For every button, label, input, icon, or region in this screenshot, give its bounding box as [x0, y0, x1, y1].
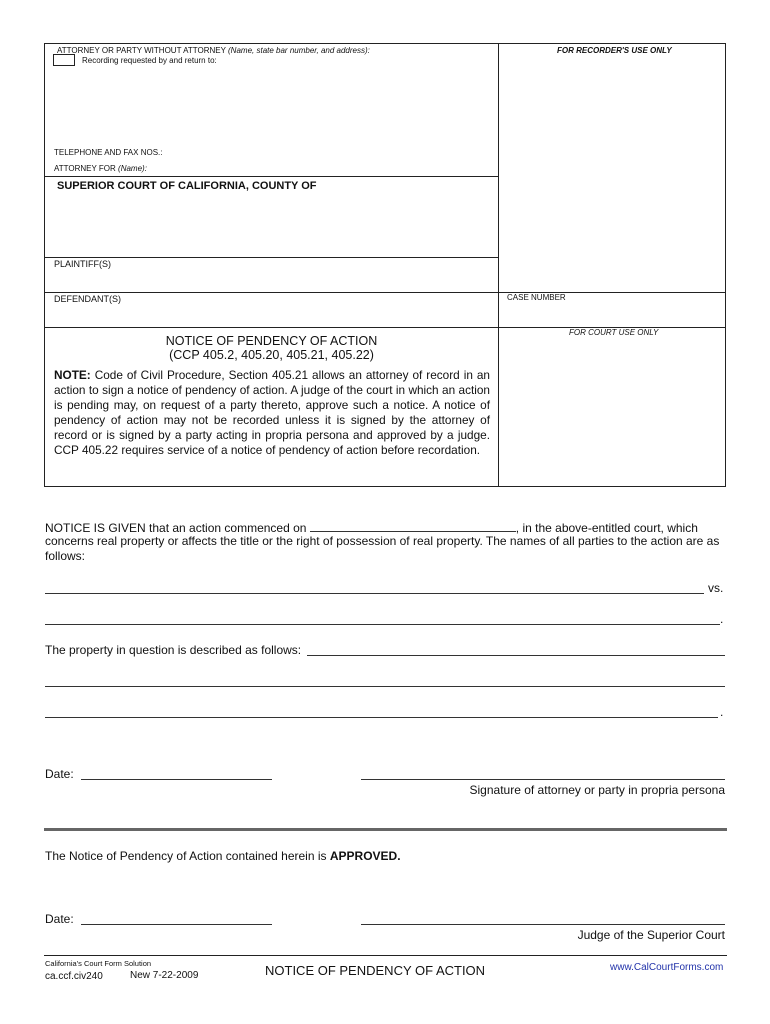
property-field-3[interactable] [45, 717, 718, 718]
given-line-1: NOTICE IS GIVEN that an action commenced on , in the above-entitled court, which [45, 521, 698, 535]
parties-field-2[interactable] [45, 624, 720, 625]
column-divider [498, 43, 499, 487]
approved-line: The Notice of Pendency of Action contained herein is APPROVED. [45, 849, 401, 863]
section-separator [44, 828, 727, 831]
attorney-label: ATTORNEY OR PARTY WITHOUT ATTORNEY (Name, state bar number, and address): [57, 46, 370, 55]
court-use-label: FOR COURT USE ONLY [569, 328, 659, 337]
signature-label: Signature of attorney or party in propria persona [469, 783, 725, 797]
property-label: The property in question is described as follows: [45, 643, 302, 657]
date-field-1[interactable] [81, 779, 272, 780]
court-divider [44, 176, 499, 177]
date-label-1: Date: [45, 767, 74, 781]
defendant-divider [44, 292, 726, 293]
parties-field-1[interactable] [45, 593, 704, 594]
footer-revision: New 7-22-2009 [130, 970, 199, 981]
notice-note: NOTE: Code of Civil Procedure, Section 405.21 allows an attorney of record in an action to sign a notice of pendency of action. A judge of the court in which an action is pending may, on request of a party thereto, approve such a notice. A notice of pendency of action may not be recorded unless it is signed by the attorney of record or is signed by a party acting in propria persona and approved by a judge. CCP 405.22 requires service of a notice of pendency of action before recordation. [54, 368, 490, 457]
property-period: . [720, 705, 724, 719]
signature-field[interactable] [361, 779, 725, 780]
footer-form-id: ca.ccf.civ240 [45, 971, 103, 982]
footer-website-link[interactable]: www.CalCourtForms.com [610, 962, 724, 973]
notice-subtitle: (CCP 405.2, 405.20, 405.21, 405.22) [169, 348, 374, 362]
telephone-label: TELEPHONE AND FAX NOS.: [54, 148, 163, 157]
court-title: SUPERIOR COURT OF CALIFORNIA, COUNTY OF [57, 180, 317, 192]
recorder-use-label: FOR RECORDER'S USE ONLY [557, 46, 672, 55]
footer-solution: California's Court Form Solution [45, 959, 152, 968]
footer-title: NOTICE OF PENDENCY OF ACTION [265, 963, 486, 978]
plaintiff-divider [44, 257, 499, 258]
notice-title: NOTICE OF PENDENCY OF ACTION [165, 334, 378, 348]
plaintiffs-label: PLAINTIFF(S) [54, 259, 112, 269]
property-field-1[interactable] [307, 655, 725, 656]
recording-checkbox[interactable] [53, 54, 75, 66]
date-label-2: Date: [45, 912, 74, 926]
commenced-date-field[interactable] [310, 519, 516, 532]
property-field-2[interactable] [45, 686, 725, 687]
date-field-2[interactable] [81, 924, 272, 925]
vs-label: vs. [708, 581, 724, 595]
given-line-2: concerns real property or affects the title or the right of possession of real property. The names of all parties to the action are as follows: [45, 534, 720, 563]
footer-divider [44, 955, 727, 956]
judge-signature-field[interactable] [361, 924, 725, 925]
attorney-for-label: ATTORNEY FOR (Name): [54, 164, 147, 173]
recording-requested: Recording requested by and return to: [82, 56, 217, 65]
defendants-label: DEFENDANT(S) [54, 294, 121, 304]
case-number-label: CASE NUMBER [507, 293, 566, 302]
parties-period: . [720, 612, 724, 626]
judge-label: Judge of the Superior Court [577, 928, 725, 942]
